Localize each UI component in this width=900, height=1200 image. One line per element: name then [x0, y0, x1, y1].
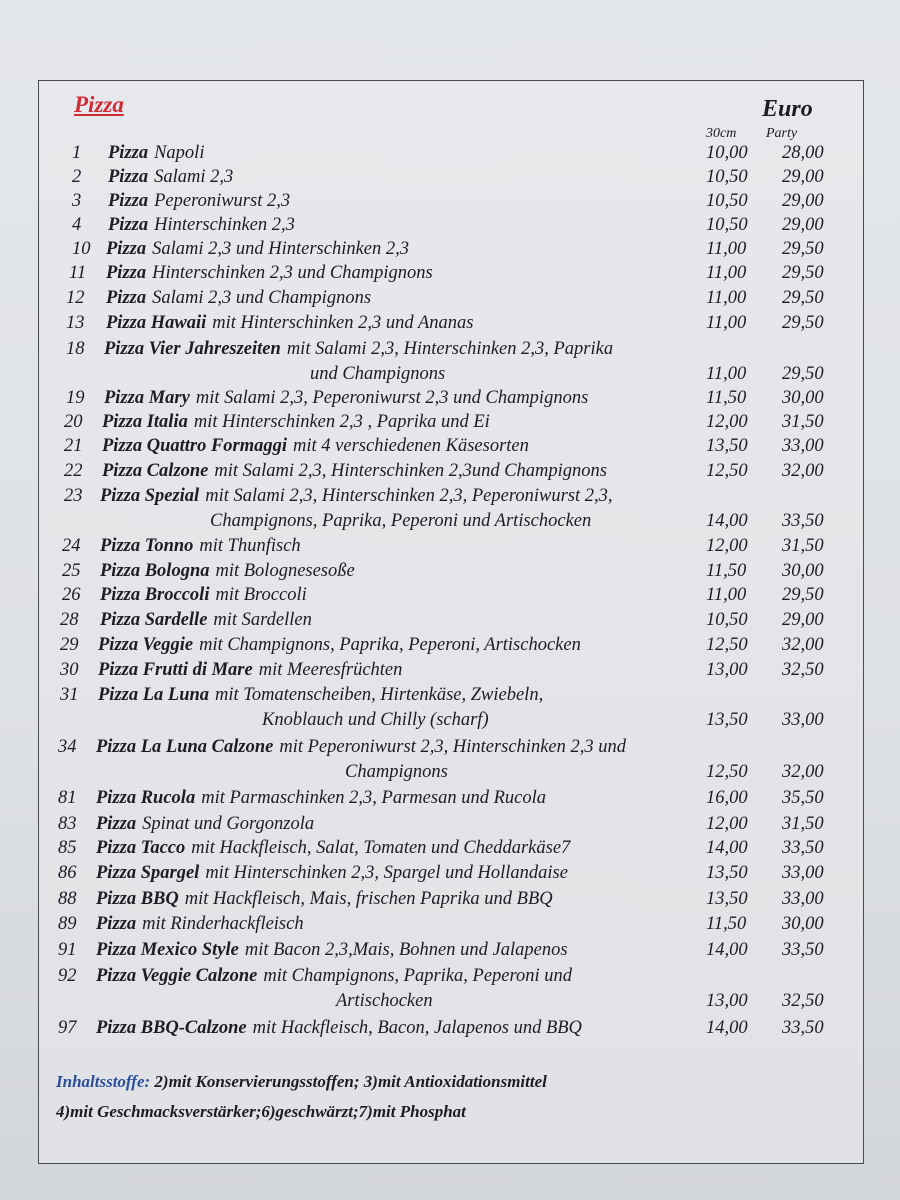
- menu-item: [0, 165, 900, 190]
- menu-item: [0, 559, 900, 584]
- item-number: 25: [62, 561, 81, 581]
- item-description: mit Peperoniwurst 2,3, Hinterschinken 2,3 und: [279, 737, 626, 757]
- price-party: 33,00: [782, 863, 824, 883]
- item-description: Peperoniwurst 2,3: [154, 191, 291, 211]
- item-name: Pizza: [108, 167, 149, 187]
- item-description: mit Hinterschinken 2,3, Spargel und Hollandaise: [205, 863, 568, 883]
- item-description: Salami 2,3 und Hinterschinken 2,3: [152, 239, 410, 259]
- item-name: Pizza Tacco: [96, 838, 186, 858]
- price-30cm: 13,00: [706, 991, 748, 1011]
- price-party: 30,00: [782, 561, 824, 581]
- price-30cm: 13,50: [706, 436, 748, 456]
- item-number: 13: [66, 313, 85, 333]
- item-description: Hinterschinken 2,3 und Champignons: [152, 263, 433, 283]
- price-30cm: 14,00: [706, 940, 748, 960]
- price-party: 33,00: [782, 889, 824, 909]
- price-party: 29,00: [782, 191, 824, 211]
- item-description: mit Champignons, Paprika, Peperoni, Artischocken: [199, 635, 581, 655]
- item-number: 22: [64, 461, 83, 481]
- price-party: 31,50: [782, 814, 824, 834]
- item-name: Pizza: [106, 288, 147, 308]
- price-party: 32,00: [782, 461, 824, 481]
- price-party: 35,50: [782, 788, 824, 808]
- item-number: 89: [58, 914, 77, 934]
- item-name: Pizza BBQ: [96, 889, 179, 909]
- price-30cm: 13,00: [706, 660, 748, 680]
- item-description: mit Hackfleisch, Salat, Tomaten und Cheddarkäse7: [191, 838, 571, 858]
- item-name: Pizza: [108, 215, 149, 235]
- item-description: Napoli: [154, 143, 205, 163]
- price-30cm: 11,00: [706, 585, 747, 605]
- price-30cm: 12,00: [706, 814, 748, 834]
- item-name: Pizza Vier Jahreszeiten: [104, 339, 281, 359]
- price-30cm: 13,50: [706, 710, 748, 730]
- price-30cm: 10,00: [706, 143, 748, 163]
- item-description-continued: Champignons, Paprika, Peperoni und Artischocken: [210, 511, 592, 531]
- item-description: mit Bacon 2,3,Mais, Bohnen und Jalapenos: [244, 940, 568, 960]
- item-description: Hinterschinken 2,3: [154, 215, 295, 235]
- item-description: mit Salami 2,3, Peperoniwurst 2,3 und Champignons: [195, 388, 589, 408]
- item-number: 23: [64, 486, 83, 506]
- item-name: Pizza Hawaii: [106, 313, 207, 333]
- item-number: 97: [58, 1018, 77, 1038]
- price-party: 29,00: [782, 167, 824, 187]
- menu-item: [0, 583, 900, 608]
- price-30cm: 12,00: [706, 536, 748, 556]
- menu-item: [0, 261, 900, 286]
- price-party: 31,50: [782, 536, 824, 556]
- item-name: Pizza La Luna Calzone: [96, 737, 274, 757]
- item-description: mit Champignons, Paprika, Peperoni und: [263, 966, 573, 986]
- price-30cm: 11,50: [706, 914, 747, 934]
- item-description-continued: Champignons: [345, 762, 448, 782]
- price-party: 29,50: [782, 239, 824, 259]
- price-30cm: 14,00: [706, 1018, 748, 1038]
- item-name: Pizza: [108, 191, 149, 211]
- price-30cm: 12,00: [706, 412, 748, 432]
- item-description-continued: und Champignons: [310, 364, 446, 384]
- item-number: 21: [64, 436, 83, 456]
- item-number: 19: [66, 388, 85, 408]
- item-number: 86: [58, 863, 77, 883]
- item-name: Pizza Spargel: [96, 863, 200, 883]
- item-number: 3: [72, 191, 82, 211]
- item-description: mit Hackfleisch, Bacon, Jalapenos und BBQ: [252, 1018, 582, 1038]
- item-number: 28: [60, 610, 79, 630]
- price-30cm: 10,50: [706, 610, 748, 630]
- section-heading: Pizza: [74, 92, 124, 117]
- item-number: 81: [58, 788, 77, 808]
- price-30cm: 12,50: [706, 635, 748, 655]
- price-party: 28,00: [782, 143, 824, 163]
- menu-item: [0, 887, 900, 912]
- currency-label: Euro: [762, 96, 813, 122]
- menu-item: [0, 189, 900, 214]
- menu-item: [0, 964, 900, 1011]
- item-name: Pizza Mexico Style: [96, 940, 239, 960]
- footer-label: Inhaltsstoffe:: [56, 1072, 151, 1091]
- menu-item: [0, 484, 900, 531]
- price-30cm: 10,50: [706, 191, 748, 211]
- menu-item: [0, 1016, 900, 1041]
- item-number: 34: [58, 737, 77, 757]
- price-30cm: 13,50: [706, 889, 748, 909]
- price-party: 32,00: [782, 762, 824, 782]
- item-number: 12: [66, 288, 85, 308]
- menu-item: [0, 337, 900, 384]
- price-party: 29,50: [782, 288, 824, 308]
- footer-line-2: 4)mit Geschmacksverstärker;6)geschwärzt;7)mit Phosphat: [56, 1102, 466, 1121]
- menu-item: [0, 410, 900, 435]
- item-description: mit Salami 2,3, Hinterschinken 2,3, Peperoniwurst 2,3,: [205, 486, 613, 506]
- item-number: 2: [72, 167, 82, 187]
- item-description: mit Sardellen: [213, 610, 312, 630]
- item-description: mit Hinterschinken 2,3 , Paprika und Ei: [193, 412, 490, 432]
- item-description-continued: Artischocken: [336, 991, 433, 1011]
- item-name: Pizza: [106, 239, 147, 259]
- item-name: Pizza Spezial: [100, 486, 200, 506]
- item-description: mit Rinderhackfleisch: [142, 914, 304, 934]
- item-name: Pizza Sardelle: [100, 610, 208, 630]
- price-party: 29,50: [782, 364, 824, 384]
- price-30cm: 11,00: [706, 364, 747, 384]
- menu-item: [0, 735, 900, 782]
- price-30cm: 11,00: [706, 288, 747, 308]
- item-number: 1: [72, 143, 82, 163]
- item-name: Pizza Calzone: [102, 461, 209, 481]
- item-number: 83: [58, 814, 77, 834]
- price-party: 33,00: [782, 436, 824, 456]
- menu-item: [0, 938, 900, 963]
- menu-item: [0, 459, 900, 484]
- price-30cm: 14,00: [706, 838, 748, 858]
- item-number: 11: [69, 263, 87, 283]
- price-30cm: 12,50: [706, 762, 748, 782]
- item-name: Pizza Broccoli: [100, 585, 210, 605]
- price-party: 32,50: [782, 660, 824, 680]
- menu-item: [0, 213, 900, 238]
- item-number: 30: [60, 660, 79, 680]
- item-description: mit Hackfleisch, Mais, frischen Paprika und BBQ: [184, 889, 553, 909]
- price-30cm: 11,00: [706, 313, 747, 333]
- column-header-party: Party: [766, 126, 798, 141]
- item-number: 91: [58, 940, 77, 960]
- menu-item: [0, 683, 900, 730]
- menu-item: [0, 286, 900, 311]
- menu-item: [0, 608, 900, 633]
- item-name: Pizza La Luna: [98, 685, 210, 705]
- item-number: 18: [66, 339, 85, 359]
- price-30cm: 11,00: [706, 263, 747, 283]
- menu-item: [0, 812, 900, 837]
- menu-item: [0, 237, 900, 262]
- menu-item: [0, 836, 900, 861]
- item-name: Pizza BBQ-Calzone: [96, 1018, 247, 1038]
- item-number: 85: [58, 838, 77, 858]
- price-party: 33,50: [782, 940, 824, 960]
- price-party: 33,50: [782, 511, 824, 531]
- price-30cm: 10,50: [706, 215, 748, 235]
- price-party: 32,50: [782, 991, 824, 1011]
- price-30cm: 12,50: [706, 461, 748, 481]
- item-name: Pizza Tonno: [100, 536, 194, 556]
- item-number: 31: [60, 685, 79, 705]
- price-party: 29,00: [782, 215, 824, 235]
- item-number: 20: [64, 412, 83, 432]
- item-name: Pizza Quattro Formaggi: [102, 436, 288, 456]
- item-name: Pizza Mary: [104, 388, 190, 408]
- price-30cm: 11,00: [706, 239, 747, 259]
- price-party: 29,50: [782, 263, 824, 283]
- menu-item: [0, 658, 900, 683]
- item-description: mit Broccoli: [215, 585, 307, 605]
- item-number: 10: [72, 239, 91, 259]
- price-party: 32,00: [782, 635, 824, 655]
- price-party: 30,00: [782, 914, 824, 934]
- menu-item: [0, 311, 900, 336]
- item-description: mit Hinterschinken 2,3 und Ananas: [212, 313, 474, 333]
- item-name: Pizza Italia: [102, 412, 188, 432]
- menu-item: [0, 633, 900, 658]
- price-30cm: 11,50: [706, 561, 747, 581]
- item-name: Pizza Veggie Calzone: [96, 966, 258, 986]
- price-party: 30,00: [782, 388, 824, 408]
- price-party: 29,00: [782, 610, 824, 630]
- item-number: 92: [58, 966, 77, 986]
- menu-item: [0, 912, 900, 937]
- item-number: 29: [60, 635, 79, 655]
- item-description: mit Salami 2,3, Hinterschinken 2,3, Paprika: [286, 339, 614, 359]
- item-name: Pizza: [108, 143, 149, 163]
- item-description-continued: Knoblauch und Chilly (scharf): [262, 710, 489, 730]
- price-30cm: 14,00: [706, 511, 748, 531]
- item-name: Pizza Rucola: [96, 788, 196, 808]
- price-party: 33,50: [782, 1018, 824, 1038]
- price-party: 33,50: [782, 838, 824, 858]
- menu-item: [0, 434, 900, 459]
- item-description: mit Parmaschinken 2,3, Parmesan und Rucola: [201, 788, 546, 808]
- item-number: 88: [58, 889, 77, 909]
- footer-line-1: [56, 1072, 547, 1092]
- price-30cm: 11,50: [706, 388, 747, 408]
- price-party: 29,50: [782, 585, 824, 605]
- item-number: 26: [62, 585, 81, 605]
- item-description: mit Salami 2,3, Hinterschinken 2,3und Champignons: [214, 461, 607, 481]
- price-30cm: 13,50: [706, 863, 748, 883]
- menu-item: [0, 861, 900, 886]
- price-party: 31,50: [782, 412, 824, 432]
- item-description: mit 4 verschiedenen Käsesorten: [293, 436, 529, 456]
- item-description: Salami 2,3: [154, 167, 234, 187]
- item-description: mit Thunfisch: [199, 536, 301, 556]
- menu-item: [0, 386, 900, 411]
- item-description: Spinat und Gorgonzola: [142, 814, 315, 834]
- price-party: 33,00: [782, 710, 824, 730]
- footer-text-1: 2)mit Konservierungsstoffen; 3)mit Antioxidationsmittel: [154, 1072, 547, 1091]
- price-30cm: 10,50: [706, 167, 748, 187]
- menu-item: [0, 786, 900, 811]
- item-description: mit Bolognesesoße: [215, 561, 355, 581]
- item-name: Pizza: [96, 914, 137, 934]
- item-number: 4: [72, 215, 82, 235]
- item-description: mit Tomatenscheiben, Hirtenkäse, Zwiebeln,: [215, 685, 544, 705]
- item-name: Pizza: [96, 814, 137, 834]
- column-header-30cm: 30cm: [706, 126, 737, 141]
- menu-item: [0, 534, 900, 559]
- item-name: Pizza Frutti di Mare: [98, 660, 253, 680]
- price-30cm: 16,00: [706, 788, 748, 808]
- menu-item: [0, 141, 900, 166]
- item-name: Pizza Bologna: [100, 561, 210, 581]
- item-description: mit Meeresfrüchten: [258, 660, 403, 680]
- price-party: 29,50: [782, 313, 824, 333]
- item-description: Salami 2,3 und Champignons: [152, 288, 372, 308]
- item-number: 24: [62, 536, 81, 556]
- item-name: Pizza Veggie: [98, 635, 194, 655]
- item-name: Pizza: [106, 263, 147, 283]
